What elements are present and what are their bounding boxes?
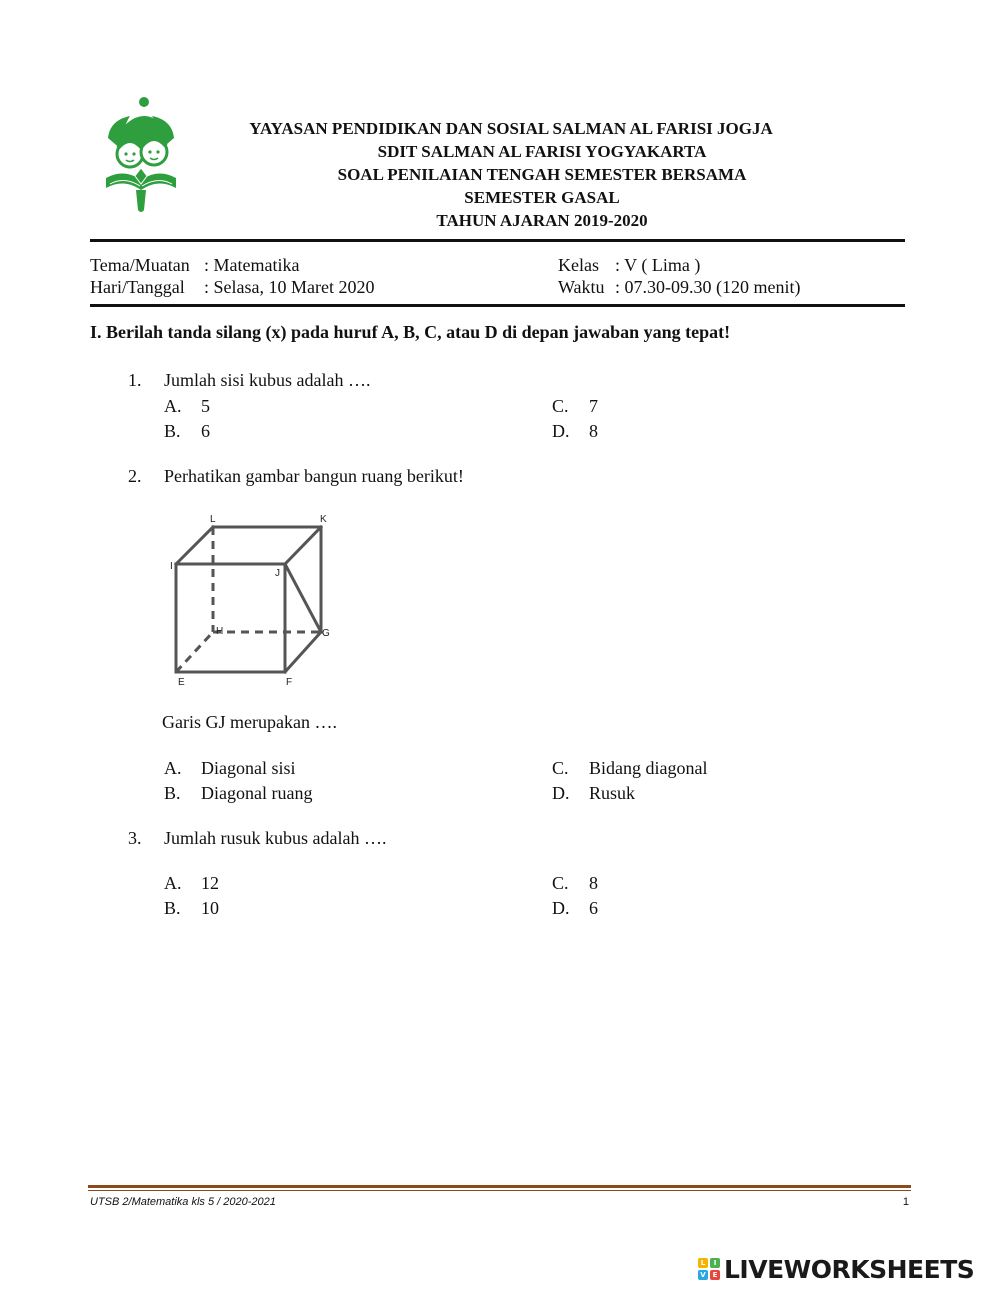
option-letter: D.: [552, 421, 570, 441]
q1-option-c[interactable]: [552, 394, 598, 418]
header-year: TAHUN AJARAN 2019-2020: [436, 211, 648, 230]
vertex-label-e: E: [178, 677, 185, 688]
instruction: I. Berilah tanda silang (x) pada huruf A, B, C, atau D di depan jawaban yang tepat!: [90, 322, 731, 342]
option-text: 6: [589, 898, 598, 918]
q3-option-c[interactable]: [552, 871, 598, 895]
edge-eh: [176, 632, 213, 672]
option-letter: A.: [164, 758, 182, 778]
q1-option-d[interactable]: [552, 419, 598, 443]
liveworksheets-wordmark: LIVEWORKSHEETS: [724, 1254, 975, 1284]
option-text: 12: [201, 873, 219, 893]
option-text: Diagonal sisi: [201, 758, 296, 778]
vertex-label-j: J: [275, 568, 280, 579]
footer-rule-thick: [88, 1185, 911, 1188]
header-exam: SOAL PENILAIAN TENGAH SEMESTER BERSAMA: [337, 165, 747, 184]
vertex-label-h: H: [216, 626, 224, 637]
q3-option-b[interactable]: [164, 896, 219, 920]
q2-option-d[interactable]: [552, 781, 635, 805]
question-3-number: 3.: [128, 828, 142, 848]
option-text: 8: [589, 873, 598, 893]
option-letter: C.: [552, 396, 569, 416]
option-text: Diagonal ruang: [201, 783, 313, 803]
liveworksheets-logo[interactable]: [698, 1252, 974, 1286]
option-text: Bidang diagonal: [589, 758, 708, 778]
header-rule-bottom: [90, 304, 905, 307]
vertex-label-g: G: [322, 628, 330, 639]
brand-block-e: E: [710, 1270, 720, 1280]
waktu-value: : 07.30-09.30 (120 menit): [615, 277, 801, 297]
option-text: 6: [201, 421, 210, 441]
vertex-label-f: F: [286, 677, 293, 688]
brand-block-v: V: [698, 1270, 708, 1280]
option-letter: B.: [164, 783, 181, 803]
header-rule-top: [90, 239, 905, 242]
option-text: Rusuk: [589, 783, 636, 803]
edge-jk: [285, 527, 321, 564]
option-letter: C.: [552, 873, 569, 893]
question-3-text: Jumlah rusuk kubus adalah ….: [164, 828, 387, 848]
brand-block-i: I: [710, 1258, 720, 1268]
tema-label: Tema/Muatan: [90, 255, 190, 275]
option-letter: B.: [164, 421, 181, 441]
option-letter: D.: [552, 783, 570, 803]
option-letter: A.: [164, 396, 182, 416]
option-letter: A.: [164, 873, 182, 893]
waktu-label: Waktu: [558, 277, 605, 297]
question-1-text: Jumlah sisi kubus adalah ….: [164, 370, 371, 390]
q2-option-c[interactable]: [552, 756, 707, 780]
question-2-number: 2.: [128, 466, 142, 486]
vertex-label-l: L: [210, 514, 216, 525]
header-foundation: YAYASAN PENDIDIKAN DAN SOSIAL SALMAN AL FARISI JOGJA: [249, 119, 773, 138]
hari-value: : Selasa, 10 Maret 2020: [204, 277, 375, 297]
footer-page-number: 1: [902, 1196, 909, 1208]
option-text: 10: [201, 898, 219, 918]
question-1-number: 1.: [128, 370, 142, 390]
hari-label: Hari/Tanggal: [90, 277, 185, 297]
footer-course: UTSB 2/Matematika kls 5 / 2020-2021: [90, 1196, 276, 1208]
header-school: SDIT SALMAN AL FARISI YOGYAKARTA: [377, 142, 707, 161]
edge-fg: [285, 632, 321, 672]
line-gj: [285, 564, 321, 632]
q1-option-b[interactable]: [164, 419, 210, 443]
liveworksheets-blocks-icon: [698, 1258, 720, 1280]
q2-option-a[interactable]: [164, 756, 296, 780]
q1-option-a[interactable]: [164, 394, 210, 418]
q3-option-d[interactable]: [552, 896, 598, 920]
brand-block-l: L: [698, 1258, 708, 1268]
option-letter: D.: [552, 898, 570, 918]
option-text: 5: [201, 396, 210, 416]
vertex-label-i: I: [170, 561, 173, 572]
option-text: 8: [589, 421, 598, 441]
question-2-subtext: Garis GJ merupakan ….: [162, 712, 337, 732]
question-2-text: Perhatikan gambar bangun ruang berikut!: [164, 466, 464, 486]
footer-rule-thin: [88, 1190, 911, 1191]
option-text: 7: [589, 396, 598, 416]
edge-il: [176, 527, 213, 564]
tema-value: : Matematika: [204, 255, 300, 275]
header-semester: SEMESTER GASAL: [464, 188, 620, 207]
cube-diagram: [165, 505, 345, 690]
option-letter: C.: [552, 758, 569, 778]
q3-option-a[interactable]: [164, 871, 219, 895]
kelas-label: Kelas: [558, 255, 599, 275]
q2-option-b[interactable]: [164, 781, 312, 805]
kelas-value: : V ( Lima ): [615, 255, 701, 275]
option-letter: B.: [164, 898, 181, 918]
vertex-label-k: K: [320, 514, 327, 525]
